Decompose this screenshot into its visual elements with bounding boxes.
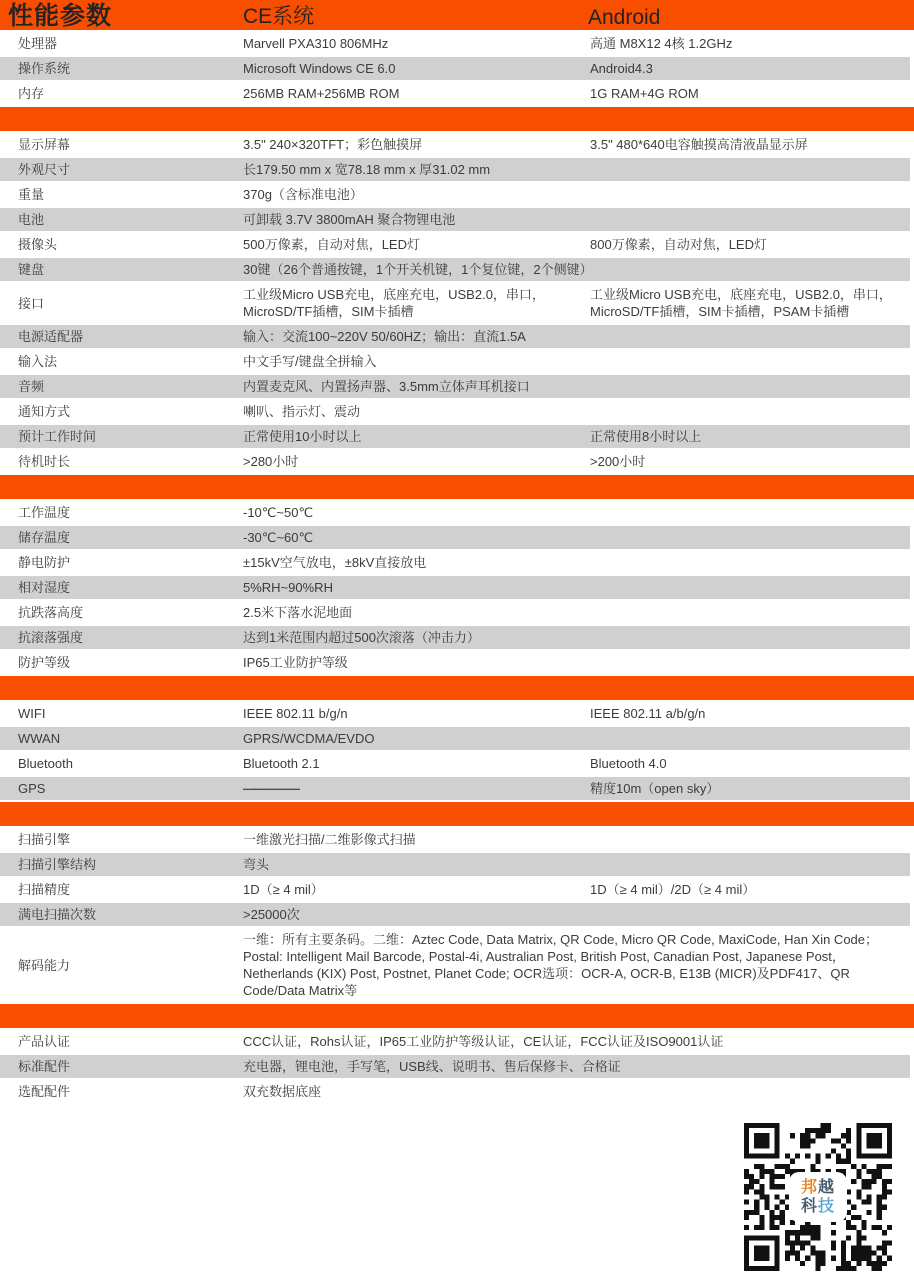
- row-value: 输入：交流100~220V 50/60HZ；输出：直流1.5A: [243, 329, 526, 344]
- table-row: [0, 32, 910, 55]
- row-label: 储存温度: [18, 530, 71, 545]
- row-label: 相对湿度: [18, 580, 71, 595]
- row-value-ce: Bluetooth 2.1: [243, 756, 320, 771]
- header-col-android: Android: [588, 6, 661, 29]
- row-label: 处理器: [18, 36, 58, 51]
- table-row: [0, 400, 910, 423]
- section-separator-bar: [0, 676, 914, 700]
- row-label: 产品认证: [18, 1034, 71, 1049]
- row-value-android: 1G RAM+4G ROM: [590, 86, 699, 101]
- row-value-ce: Microsoft Windows CE 6.0: [243, 61, 396, 76]
- row-value-android: 高通 M8X12 4核 1.2GHz: [590, 36, 733, 51]
- row-value: GPRS/WCDMA/EVDO: [243, 731, 375, 746]
- table-row: [0, 878, 910, 901]
- row-label: 预计工作时间: [18, 429, 97, 444]
- row-label: 待机时长: [18, 454, 71, 469]
- row-label: 外观尺寸: [18, 162, 71, 177]
- table-row: [0, 601, 910, 624]
- row-label: 选配配件: [18, 1084, 71, 1099]
- row-value-ce: IEEE 802.11 b/g/n: [243, 706, 348, 721]
- row-value: 中文手写/键盘全拼输入: [243, 354, 377, 369]
- row-label: 键盘: [18, 262, 45, 277]
- row-label: 抗跌落高度: [18, 605, 84, 620]
- qr-center-logo: [791, 1174, 845, 1220]
- header-col-ce-system: CE系统: [243, 5, 315, 28]
- row-label: 重量: [18, 187, 45, 202]
- table-row: [0, 727, 910, 750]
- table-row: [0, 425, 910, 448]
- table-header-bar: [0, 0, 914, 30]
- row-value-android: 正常使用8小时以上: [590, 429, 702, 444]
- table-row: [0, 626, 910, 649]
- table-row: [0, 133, 910, 156]
- row-value: -30℃~60℃: [243, 530, 314, 545]
- row-label: 通知方式: [18, 404, 71, 419]
- row-value: 达到1米范围内超过500次滚落（冲击力）: [243, 630, 480, 645]
- table-row: [0, 183, 910, 206]
- row-label: Bluetooth: [18, 756, 73, 771]
- row-label: WIFI: [18, 706, 46, 721]
- table-row: [0, 928, 910, 1002]
- row-label: WWAN: [18, 731, 61, 746]
- section-separator-bar: [0, 802, 914, 826]
- row-value-ce: —————: [243, 781, 298, 796]
- row-label: 显示屏幕: [18, 137, 71, 152]
- table-row: [0, 258, 910, 281]
- row-value-android: Android4.3: [590, 61, 653, 76]
- row-value-android: 工业级Micro USB充电，底座充电，USB2.0，串口，MicroSD/TF插槽，SIM卡插槽，PSAM卡插槽: [590, 287, 892, 319]
- table-row: [0, 501, 910, 524]
- qr-logo-char: 越: [818, 1179, 836, 1196]
- row-value: 长179.50 mm x 宽78.18 mm x 厚31.02 mm: [243, 162, 491, 177]
- row-value-ce: 500万像素，自动对焦，LED灯: [243, 237, 420, 252]
- row-label: 标准配件: [18, 1059, 71, 1074]
- table-row: [0, 828, 910, 851]
- row-value: 一维激光扫描/二维影像式扫描: [243, 832, 416, 847]
- row-value-android: >200小时: [590, 454, 646, 469]
- row-value-android: IEEE 802.11 a/b/g/n: [590, 706, 706, 721]
- table-row: [0, 82, 910, 105]
- row-value: >25000次: [243, 907, 300, 922]
- row-label: 音频: [18, 379, 45, 394]
- row-value-ce: Marvell PXA310 806MHz: [243, 36, 389, 51]
- qr-logo-char: 科: [800, 1198, 818, 1215]
- table-row: [0, 325, 910, 348]
- row-value: 370g（含标准电池）: [243, 187, 363, 202]
- table-row: [0, 375, 910, 398]
- header-param-title: 性能参数: [8, 2, 113, 30]
- row-value-android: Bluetooth 4.0: [590, 756, 667, 771]
- table-row: [0, 752, 910, 775]
- row-value: CCC认证，Rohs认证，IP65工业防护等级认证，CE认证，FCC认证及ISO9001认证: [243, 1034, 724, 1049]
- qr-logo-char: 邦: [800, 1179, 818, 1196]
- row-value: -10℃~50℃: [243, 505, 314, 520]
- row-value: 弯头: [243, 857, 270, 872]
- row-value: 内置麦克风、内置扬声器、3.5mm立体声耳机接口: [243, 379, 530, 394]
- row-value: 充电器，锂电池，手写笔，USB线、说明书、售后保修卡、合格证: [243, 1059, 621, 1074]
- row-label: 电池: [18, 212, 45, 227]
- row-label: 摄像头: [18, 237, 58, 252]
- row-value-ce: 256MB RAM+256MB ROM: [243, 86, 400, 101]
- section-separator-bar: [0, 1004, 914, 1028]
- table-row: [0, 283, 910, 323]
- row-label: 操作系统: [18, 61, 71, 76]
- table-row: [0, 702, 910, 725]
- row-value-ce: 1D（≥ 4 mil）: [243, 882, 324, 897]
- row-value: 2.5米下落水泥地面: [243, 605, 353, 620]
- row-value: 30键（26个普通按键，1个开关机键，1个复位键，2个侧键）: [243, 262, 593, 277]
- section-separator-bar: [0, 107, 914, 131]
- row-value: 可卸载 3.7V 3800mAH 聚合物锂电池: [243, 212, 456, 227]
- row-value: 一维：所有主要条码。二维：Aztec Code, Data Matrix, QR Code, Micro QR Code, MaxiCode, Han Xin Code；Postal: Intelligent Mail Barcode, Postal-4i, Australian Post, British Post, Canadian Post, Japanese Post，Netherlands (KIX) Post, Postnet, Planet Code; OCR选项：OCR-A, OCR-B, E13B (MICR)及PDF417、QR Code/Data Matrix等: [243, 932, 879, 998]
- table-row: [0, 526, 910, 549]
- table-row: [0, 903, 910, 926]
- row-value: 喇叭、指示灯、震动: [243, 404, 361, 419]
- table-row: [0, 1030, 910, 1053]
- row-value: 双充数据底座: [243, 1084, 322, 1099]
- table-row: [0, 57, 910, 80]
- table-row: [0, 208, 910, 231]
- row-label: 电源适配器: [18, 329, 84, 344]
- row-label: 抗滚落强度: [18, 630, 84, 645]
- row-label: GPS: [18, 781, 46, 796]
- table-row: [0, 350, 910, 373]
- row-value-ce: 3.5" 240×320TFT；彩色触摸屏: [243, 137, 423, 152]
- row-label: 扫描引擎结构: [18, 857, 97, 872]
- row-label: 内存: [18, 86, 45, 101]
- table-row: [0, 158, 910, 181]
- row-label: 接口: [18, 295, 45, 311]
- row-value-ce: 工业级Micro USB充电，底座充电，USB2.0，串口，MicroSD/TF插槽，SIM卡插槽: [243, 287, 545, 319]
- row-label: 防护等级: [18, 655, 71, 670]
- table-row: [0, 576, 910, 599]
- row-value-android: 800万像素，自动对焦，LED灯: [590, 237, 767, 252]
- row-value-android: 1D（≥ 4 mil）/2D（≥ 4 mil）: [590, 882, 756, 897]
- table-row: [0, 233, 910, 256]
- qr-code: [744, 1123, 892, 1271]
- table-row: [0, 853, 910, 876]
- table-row: [0, 1080, 910, 1103]
- table-row: [0, 1055, 910, 1078]
- row-value: IP65工业防护等级: [243, 655, 348, 670]
- row-label: 静电防护: [18, 555, 71, 570]
- row-label: 输入法: [18, 354, 58, 369]
- row-value-android: 精度10m（open sky）: [590, 781, 720, 796]
- qr-logo-char: 技: [818, 1198, 836, 1215]
- row-value-android: 3.5" 480*640电容触摸高清液晶显示屏: [590, 137, 808, 152]
- table-row: [0, 551, 910, 574]
- row-label: 解码能力: [18, 957, 71, 973]
- row-value-ce: 正常使用10小时以上: [243, 429, 362, 444]
- table-row: [0, 651, 910, 674]
- table-row: [0, 450, 910, 473]
- section-separator-bar: [0, 475, 914, 499]
- table-row: [0, 777, 910, 800]
- row-label: 扫描引擎: [18, 832, 71, 847]
- row-label: 工作温度: [18, 505, 71, 520]
- row-label: 满电扫描次数: [18, 907, 97, 922]
- spec-table: [0, 32, 914, 1103]
- row-value: 5%RH~90%RH: [243, 580, 333, 595]
- row-label: 扫描精度: [18, 882, 71, 897]
- row-value-ce: >280小时: [243, 454, 299, 469]
- row-value: ±15kV空气放电，±8kV直接放电: [243, 555, 427, 570]
